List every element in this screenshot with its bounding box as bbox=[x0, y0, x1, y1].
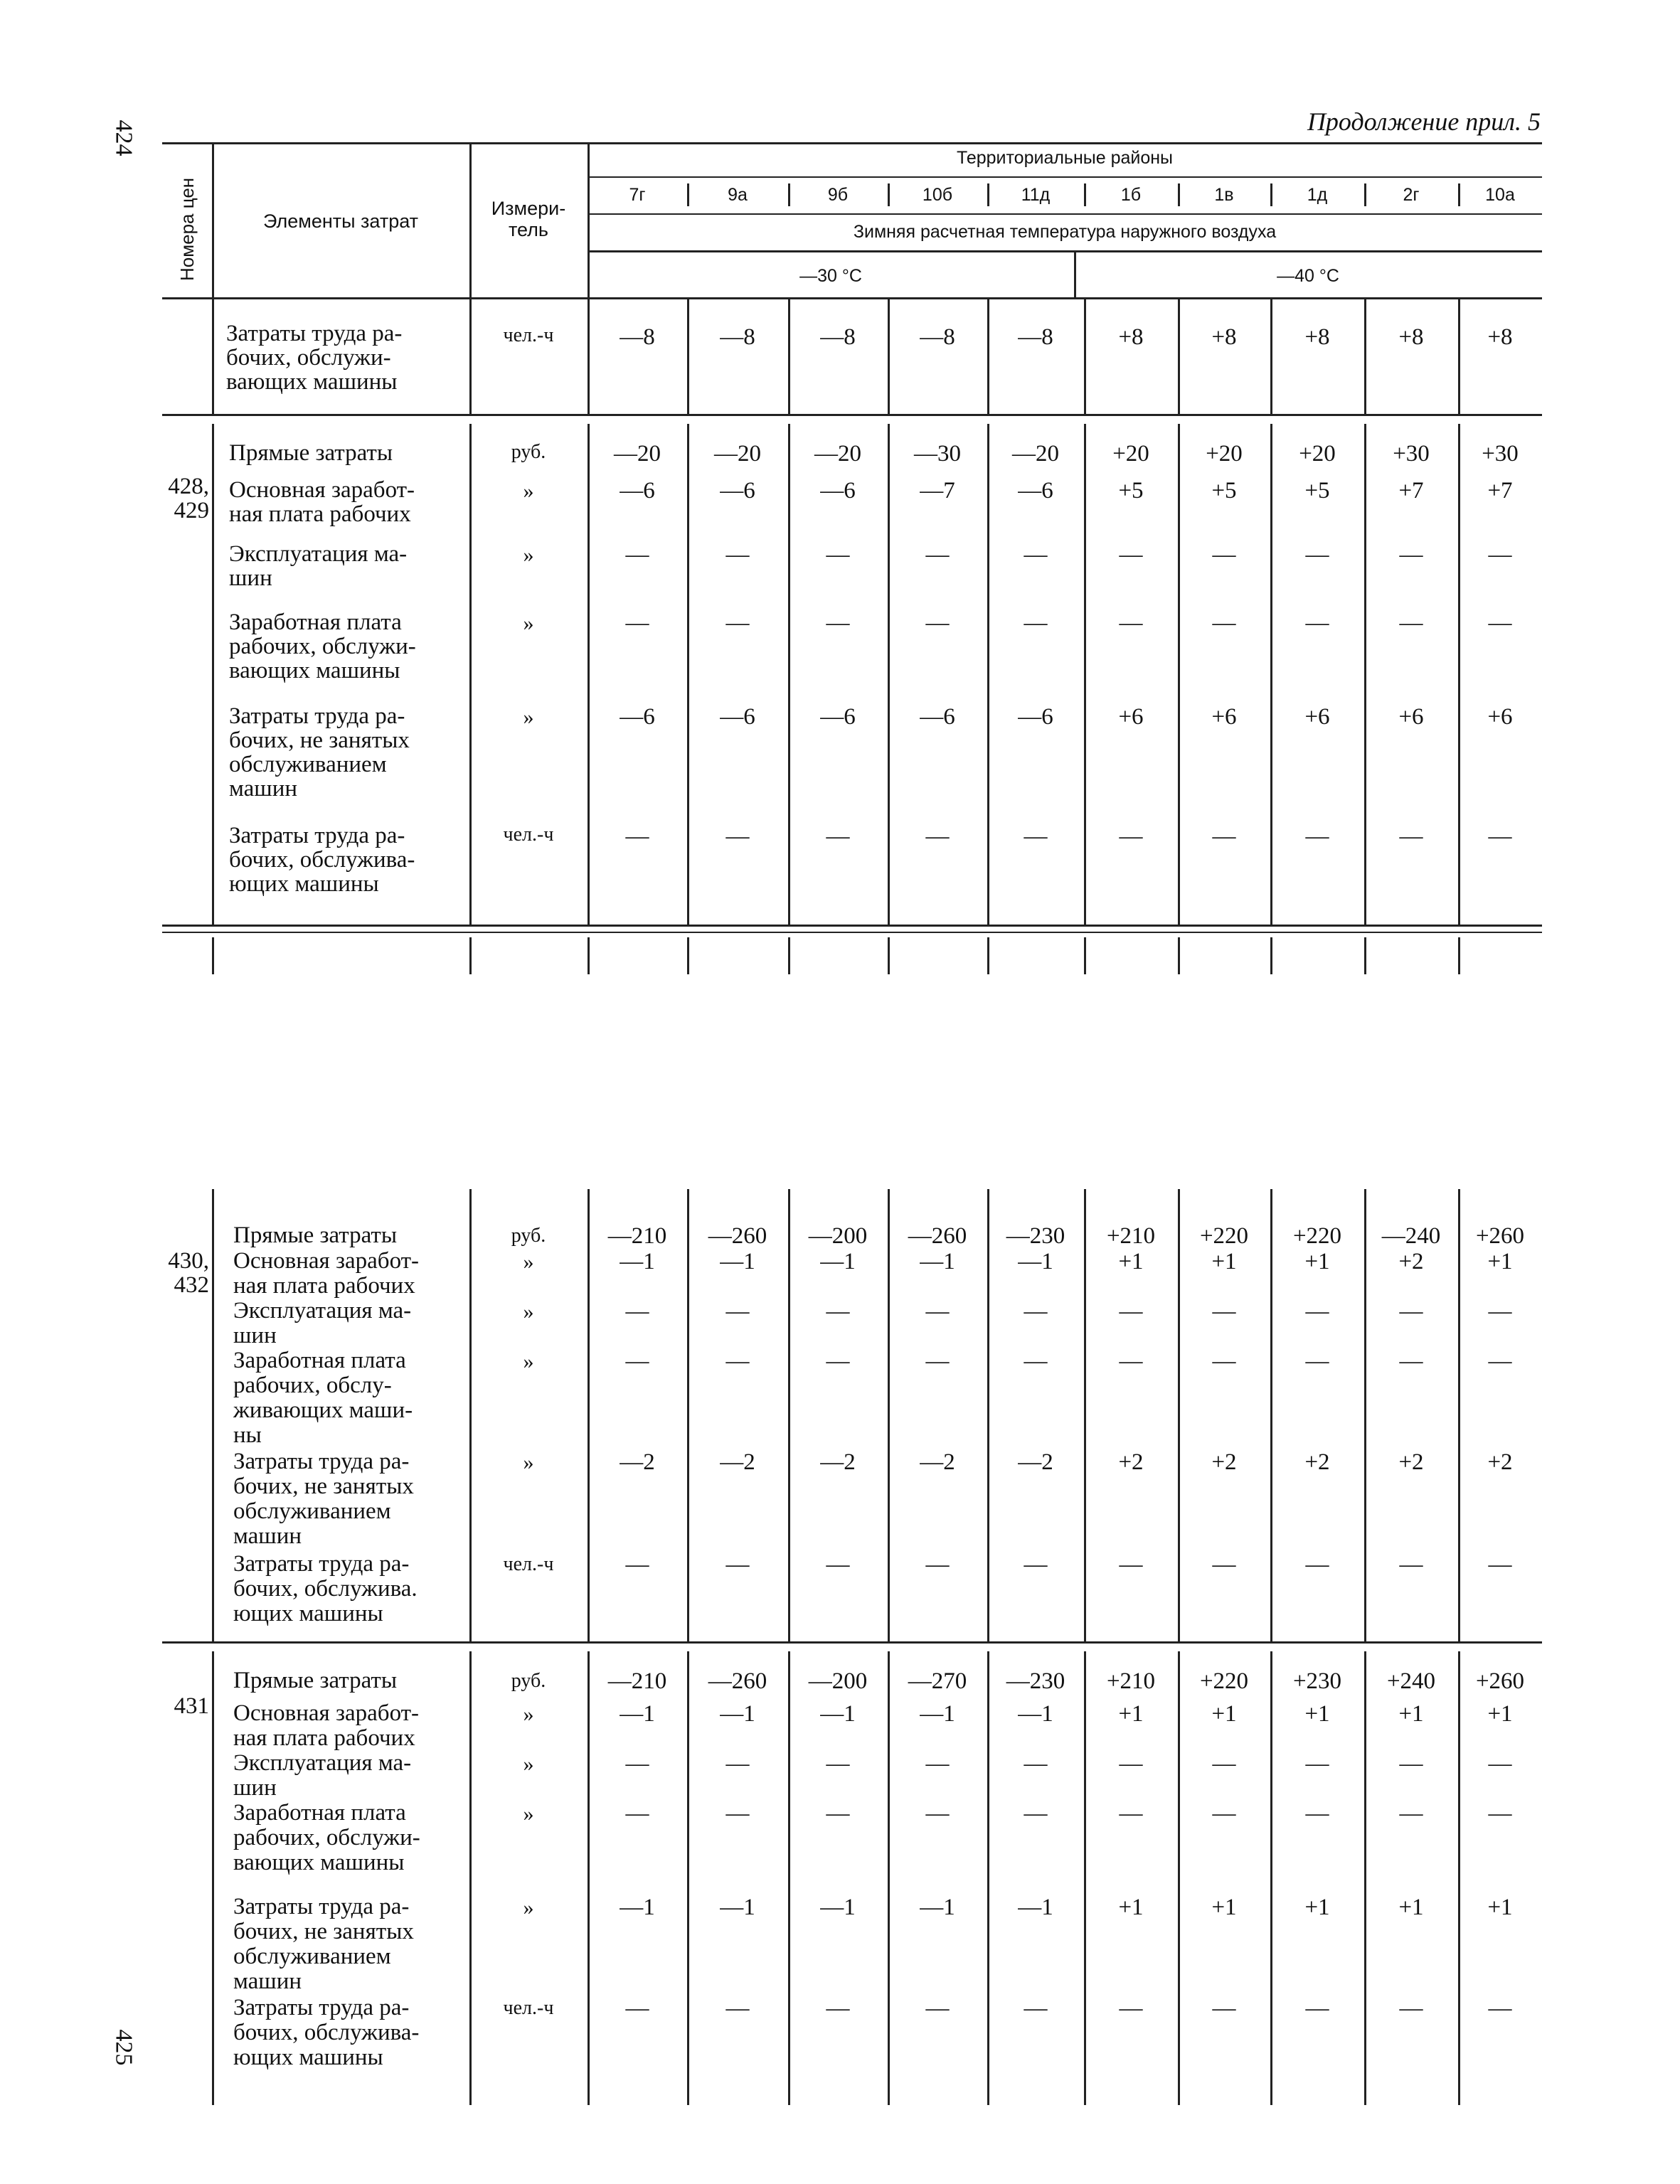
sec2-value: +210 bbox=[1106, 1223, 1156, 1249]
sec1-row-unit: чел.-ч bbox=[503, 824, 554, 846]
body-col-line bbox=[788, 297, 790, 414]
sec3-value: —1 bbox=[820, 1895, 856, 1920]
sec2-value: —1 bbox=[1018, 1249, 1053, 1274]
sec2-value: — bbox=[725, 1552, 750, 1577]
sec3-value: +1 bbox=[1118, 1701, 1144, 1727]
sec0-value: —8 bbox=[720, 324, 755, 350]
sec2-value: —2 bbox=[820, 1449, 856, 1475]
sec2-value: —230 bbox=[1006, 1223, 1065, 1249]
sec0-value: +8 bbox=[1118, 324, 1144, 350]
sec3-value: — bbox=[1024, 1801, 1048, 1826]
sec3-value: +1 bbox=[1487, 1895, 1513, 1920]
sec2-value: — bbox=[1024, 1299, 1048, 1324]
sec3-row-label: Прямые затраты bbox=[233, 1668, 398, 1693]
sec3-value: — bbox=[1119, 1996, 1143, 2021]
sec3-value: — bbox=[1119, 1801, 1143, 1826]
sec3-value: — bbox=[1212, 1751, 1236, 1777]
continuation-caption: Продолжение прил. 5 bbox=[1307, 107, 1541, 136]
sec3-value: —1 bbox=[620, 1701, 655, 1727]
sec3-row-unit: » bbox=[523, 1703, 534, 1726]
sec0-label: Затраты труда ра- бочих, обслужи- вающих машины bbox=[226, 321, 403, 395]
sec2-value: +2 bbox=[1211, 1449, 1237, 1475]
sec3-value: +1 bbox=[1398, 1895, 1424, 1920]
sec2-value: — bbox=[1305, 1348, 1329, 1374]
column-unit-header: Измери- тель bbox=[491, 198, 566, 240]
sec3-value: +1 bbox=[1304, 1895, 1330, 1920]
sec3-value: — bbox=[1212, 1801, 1236, 1826]
sec2-value: +1 bbox=[1118, 1249, 1144, 1274]
sec2-row-label: Прямые затраты bbox=[233, 1222, 398, 1248]
sec2-value: —2 bbox=[920, 1449, 955, 1475]
sec2-value: +1 bbox=[1304, 1249, 1330, 1274]
sec2-value: — bbox=[625, 1348, 649, 1374]
sec1-value: —6 bbox=[720, 704, 755, 730]
sec3-value: — bbox=[925, 1751, 950, 1777]
sec1-value: — bbox=[725, 824, 750, 849]
sec0-value: +8 bbox=[1487, 324, 1513, 350]
sec1-value: — bbox=[1212, 610, 1236, 636]
region-divider bbox=[1458, 183, 1460, 206]
sec1-row-label: Основная заработ- ная плата рабочих bbox=[229, 477, 415, 527]
sec1-row-label: Затраты труда ра- бочих, не занятых обслуживанием машин bbox=[229, 703, 410, 801]
sec1-value: +6 bbox=[1211, 704, 1237, 730]
sec1-value: — bbox=[826, 542, 850, 568]
stub-col-line bbox=[1270, 937, 1272, 974]
sec3-value: +240 bbox=[1386, 1668, 1436, 1694]
page-number-left: 424 bbox=[110, 119, 137, 156]
sec1-value: — bbox=[826, 610, 850, 636]
sec3-value: +220 bbox=[1199, 1668, 1249, 1694]
sec1-row-label: Эксплуатация ма- шин bbox=[229, 541, 408, 591]
sec2-value: — bbox=[725, 1348, 750, 1374]
sec2-value: +1 bbox=[1211, 1249, 1237, 1274]
region-divider bbox=[1084, 183, 1086, 206]
sec1-value: — bbox=[1305, 542, 1329, 568]
sec2-value: —1 bbox=[620, 1249, 655, 1274]
sec2-value: — bbox=[1488, 1299, 1512, 1324]
sec2-value: — bbox=[625, 1299, 649, 1324]
sec3-value: — bbox=[925, 1996, 950, 2021]
sec1-value: +7 bbox=[1487, 478, 1513, 504]
sec2-row-unit: » bbox=[523, 1250, 534, 1274]
body-col-line bbox=[212, 1189, 214, 1641]
sec2-value: —200 bbox=[808, 1223, 868, 1249]
sec3-row-unit: » bbox=[523, 1752, 534, 1776]
sec1-value: +20 bbox=[1299, 441, 1336, 467]
sec0-value: —8 bbox=[1018, 324, 1053, 350]
sec1-value: +30 bbox=[1482, 441, 1519, 467]
sec0-value: +8 bbox=[1211, 324, 1237, 350]
sec2-row-label: Заработная плата рабочих, обслу- живающих маши- ны bbox=[233, 1348, 413, 1448]
sec1-value: —6 bbox=[620, 704, 655, 730]
sec3-row-label: Заработная плата рабочих, обслужи- вающих машины bbox=[233, 1800, 420, 1875]
sec3-value: — bbox=[1305, 1996, 1329, 2021]
sec3-value: — bbox=[725, 1996, 750, 2021]
sec1-value: +6 bbox=[1118, 704, 1144, 730]
temp-divider bbox=[1074, 250, 1076, 297]
region-code-8: 2г bbox=[1403, 185, 1420, 205]
sec3-value: — bbox=[1488, 1751, 1512, 1777]
sec3-value: —200 bbox=[808, 1668, 868, 1694]
sec3-value: — bbox=[826, 1801, 850, 1826]
sec3-value: — bbox=[826, 1751, 850, 1777]
sec1-value: — bbox=[1399, 824, 1423, 849]
sec2-row-unit: » bbox=[523, 1451, 534, 1474]
sec3-price-number: 431 bbox=[174, 1693, 209, 1719]
sec3-value: +1 bbox=[1487, 1701, 1513, 1727]
sec1-value: —6 bbox=[920, 704, 955, 730]
sec2-value: +1 bbox=[1487, 1249, 1513, 1274]
sec2-value: — bbox=[1399, 1299, 1423, 1324]
sec3-value: — bbox=[826, 1996, 850, 2021]
sec2-value: — bbox=[725, 1299, 750, 1324]
sec2-value: — bbox=[625, 1552, 649, 1577]
sec2-row-label: Затраты труда ра- бочих, обслужива. ющих машины bbox=[233, 1551, 418, 1626]
sec3-value: +1 bbox=[1211, 1895, 1237, 1920]
body-col-line bbox=[1458, 297, 1460, 414]
sec2-value: — bbox=[826, 1552, 850, 1577]
body-col-line bbox=[212, 1651, 214, 2105]
sec1-value: — bbox=[625, 542, 649, 568]
sec3-value: —1 bbox=[720, 1701, 755, 1727]
sec2-value: —1 bbox=[720, 1249, 755, 1274]
sec1-row-label: Затраты труда ра- бочих, обслужива- ющих машины bbox=[229, 823, 415, 897]
sec3-value: — bbox=[1305, 1751, 1329, 1777]
sec3-value: — bbox=[625, 1801, 649, 1826]
sec1-value: — bbox=[1488, 542, 1512, 568]
regions-title: Территориальные районы bbox=[956, 148, 1174, 168]
sec1-value: — bbox=[1399, 542, 1423, 568]
sec0-value: —8 bbox=[920, 324, 955, 350]
stub-col-line bbox=[588, 937, 590, 974]
sec1-value: — bbox=[625, 824, 649, 849]
temp-group-40: —40 °С bbox=[1277, 266, 1339, 286]
sec2-value: +2 bbox=[1398, 1449, 1424, 1475]
section-rule bbox=[162, 932, 1542, 933]
body-col-line bbox=[687, 297, 689, 414]
sec2-value: — bbox=[1024, 1348, 1048, 1374]
sec1-value: +6 bbox=[1487, 704, 1513, 730]
sec3-value: —210 bbox=[607, 1668, 667, 1694]
sec3-value: —1 bbox=[1018, 1895, 1053, 1920]
body-col-line bbox=[987, 297, 989, 414]
region-code-4: 11д bbox=[1021, 185, 1051, 205]
section-rule bbox=[162, 414, 1542, 416]
sec1-value: — bbox=[1305, 824, 1329, 849]
body-col-line bbox=[588, 297, 590, 414]
sec1-value: — bbox=[1119, 542, 1143, 568]
body-col-line bbox=[888, 297, 890, 414]
sec3-value: —1 bbox=[920, 1895, 955, 1920]
sec3-row-label: Основная заработ- ная плата рабочих bbox=[233, 1700, 420, 1751]
sec3-value: — bbox=[625, 1996, 649, 2021]
sec2-value: —2 bbox=[620, 1449, 655, 1475]
sec1-value: +20 bbox=[1206, 441, 1243, 467]
sec3-value: +1 bbox=[1211, 1701, 1237, 1727]
sec1-value: —7 bbox=[920, 478, 955, 504]
sec1-value: — bbox=[1212, 542, 1236, 568]
sec1-row-label: Заработная плата рабочих, обслужи- вающих машины bbox=[229, 609, 416, 683]
sec1-value: +7 bbox=[1398, 478, 1424, 504]
sec1-value: — bbox=[925, 610, 950, 636]
sec2-row-unit: » bbox=[523, 1350, 534, 1373]
sec3-value: —260 bbox=[708, 1668, 767, 1694]
sec1-value: +30 bbox=[1393, 441, 1430, 467]
sec1-value: —6 bbox=[620, 478, 655, 504]
sec2-value: —1 bbox=[820, 1249, 856, 1274]
sec1-value: —6 bbox=[820, 478, 856, 504]
sec2-value: — bbox=[1488, 1348, 1512, 1374]
sec0-value: +8 bbox=[1398, 324, 1424, 350]
sec1-value: — bbox=[725, 542, 750, 568]
region-code-0: 7г bbox=[629, 185, 646, 205]
region-divider bbox=[987, 183, 989, 206]
sec1-value: —30 bbox=[914, 441, 961, 467]
sec1-value: +5 bbox=[1211, 478, 1237, 504]
region-code-6: 1в bbox=[1214, 185, 1234, 205]
sec2-value: — bbox=[1119, 1348, 1143, 1374]
sec2-value: — bbox=[1488, 1552, 1512, 1577]
sec1-value: — bbox=[1024, 542, 1048, 568]
sec1-value: —20 bbox=[714, 441, 761, 467]
region-divider bbox=[1178, 183, 1180, 206]
body-col-line bbox=[1084, 297, 1086, 414]
sec3-value: —270 bbox=[908, 1668, 967, 1694]
sec3-row-unit: руб. bbox=[511, 1670, 546, 1692]
sec3-value: —1 bbox=[920, 1701, 955, 1727]
sec3-value: +1 bbox=[1304, 1701, 1330, 1727]
region-code-7: 1д bbox=[1307, 185, 1328, 205]
body-col-line bbox=[1270, 297, 1272, 414]
sec2-value: — bbox=[1212, 1299, 1236, 1324]
sec2-price-number: 430, 432 bbox=[168, 1248, 209, 1298]
column-elements-header: Элементы затрат bbox=[262, 211, 419, 232]
stub-col-line bbox=[212, 937, 214, 974]
sec1-value: +6 bbox=[1398, 704, 1424, 730]
sec2-value: +2 bbox=[1304, 1449, 1330, 1475]
sec3-value: — bbox=[1305, 1801, 1329, 1826]
sec0-value: +8 bbox=[1304, 324, 1330, 350]
region-code-2: 9б bbox=[827, 185, 849, 205]
sec2-value: — bbox=[1305, 1299, 1329, 1324]
stub-col-line bbox=[1178, 937, 1180, 974]
sec1-value: — bbox=[1488, 824, 1512, 849]
page-number-right: 425 bbox=[110, 2029, 137, 2066]
sec1-value: — bbox=[1488, 610, 1512, 636]
column-number-header: Номера цен bbox=[176, 177, 198, 281]
sec1-value: +6 bbox=[1304, 704, 1330, 730]
sec2-row-label: Основная заработ- ная плата рабочих bbox=[233, 1248, 420, 1299]
header-top-rule bbox=[162, 142, 1542, 144]
sec1-value: — bbox=[925, 542, 950, 568]
sec2-value: —260 bbox=[708, 1223, 767, 1249]
stub-col-line bbox=[687, 937, 689, 974]
sec2-value: — bbox=[1305, 1552, 1329, 1577]
sec2-value: +220 bbox=[1199, 1223, 1249, 1249]
sec3-value: —1 bbox=[820, 1701, 856, 1727]
sec2-value: — bbox=[1212, 1552, 1236, 1577]
sec2-row-unit: руб. bbox=[511, 1225, 546, 1247]
stub-col-line bbox=[1084, 937, 1086, 974]
sec2-value: —2 bbox=[1018, 1449, 1053, 1475]
temp-group-30: —30 °С bbox=[799, 266, 862, 286]
sec1-value: — bbox=[1212, 824, 1236, 849]
sec2-row-label: Затраты труда ра- бочих, не занятых обслуживанием машин bbox=[233, 1449, 414, 1549]
region-divider bbox=[788, 183, 790, 206]
sec3-value: — bbox=[1399, 1751, 1423, 1777]
sec1-price-number: 428, 429 bbox=[168, 474, 209, 523]
region-code-1: 9а bbox=[728, 185, 748, 205]
sec3-row-unit: чел.-ч bbox=[503, 1997, 554, 2019]
region-divider bbox=[687, 183, 689, 206]
sec1-value: — bbox=[826, 824, 850, 849]
sec1-value: — bbox=[725, 610, 750, 636]
sec3-value: +260 bbox=[1475, 1668, 1525, 1694]
sec0-value: —8 bbox=[620, 324, 655, 350]
sec2-value: — bbox=[1119, 1552, 1143, 1577]
sec2-value: +2 bbox=[1118, 1449, 1144, 1475]
sec2-row-unit: » bbox=[523, 1300, 534, 1323]
sec3-value: —230 bbox=[1006, 1668, 1065, 1694]
sec3-value: — bbox=[1488, 1996, 1512, 2021]
sec3-value: — bbox=[1488, 1801, 1512, 1826]
sec2-value: —260 bbox=[908, 1223, 967, 1249]
sec3-value: +1 bbox=[1398, 1701, 1424, 1727]
body-col-line bbox=[1364, 297, 1366, 414]
sec0-value: —8 bbox=[820, 324, 856, 350]
sec3-row-label: Эксплуатация ма- шин bbox=[233, 1750, 412, 1801]
sec1-row-label: Прямые затраты bbox=[229, 440, 393, 466]
sec1-value: —6 bbox=[1018, 704, 1053, 730]
stub-col-line bbox=[788, 937, 790, 974]
sec3-value: +230 bbox=[1292, 1668, 1342, 1694]
temperature-title: Зимняя расчетная температура наружного воздуха bbox=[853, 222, 1277, 242]
sec2-value: +220 bbox=[1292, 1223, 1342, 1249]
sec3-row-label: Затраты труда ра- бочих, обслужива- ющих машины bbox=[233, 1995, 420, 2070]
sec2-value: — bbox=[925, 1552, 950, 1577]
body-col-line bbox=[1178, 297, 1180, 414]
sec2-value: — bbox=[826, 1348, 850, 1374]
sec1-row-unit: » bbox=[523, 612, 534, 635]
sec2-value: — bbox=[1024, 1552, 1048, 1577]
sec3-row-unit: » bbox=[523, 1896, 534, 1919]
sec1-value: — bbox=[625, 610, 649, 636]
sec3-value: — bbox=[1119, 1751, 1143, 1777]
sec2-value: —1 bbox=[920, 1249, 955, 1274]
sec2-value: — bbox=[1399, 1348, 1423, 1374]
sec3-value: — bbox=[1024, 1751, 1048, 1777]
stub-col-line bbox=[1458, 937, 1460, 974]
sec1-value: +5 bbox=[1304, 478, 1330, 504]
sec1-value: — bbox=[1119, 610, 1143, 636]
sec3-value: — bbox=[1024, 1996, 1048, 2021]
sec1-value: —20 bbox=[814, 441, 861, 467]
sec1-value: — bbox=[1305, 610, 1329, 636]
sec2-row-unit: чел.-ч bbox=[503, 1553, 554, 1575]
sec3-value: —1 bbox=[1018, 1701, 1053, 1727]
sec2-value: — bbox=[1399, 1552, 1423, 1577]
body-col-line bbox=[469, 297, 472, 414]
sec3-row-label: Затраты труда ра- бочих, не занятых обслуживанием машин bbox=[233, 1894, 414, 1994]
sec1-value: — bbox=[1399, 610, 1423, 636]
region-code-9: 10а bbox=[1485, 185, 1515, 205]
sec2-value: —210 bbox=[607, 1223, 667, 1249]
header-rule bbox=[588, 250, 1542, 252]
sec1-row-unit: » bbox=[523, 543, 534, 567]
region-divider bbox=[1270, 183, 1272, 206]
sec3-value: — bbox=[625, 1751, 649, 1777]
stub-col-line bbox=[888, 937, 890, 974]
sec2-value: — bbox=[826, 1299, 850, 1324]
sec3-value: — bbox=[725, 1751, 750, 1777]
sec1-value: — bbox=[1024, 824, 1048, 849]
sec1-value: —6 bbox=[1018, 478, 1053, 504]
header-rule bbox=[588, 213, 1542, 215]
sec1-value: +20 bbox=[1112, 441, 1149, 467]
sec2-row-label: Эксплуатация ма- шин bbox=[233, 1298, 412, 1348]
header-rule bbox=[588, 176, 1542, 178]
region-divider bbox=[1364, 183, 1366, 206]
sec2-value: — bbox=[1212, 1348, 1236, 1374]
sec3-value: +1 bbox=[1118, 1895, 1144, 1920]
sec2-value: — bbox=[925, 1348, 950, 1374]
sec2-value: — bbox=[1119, 1299, 1143, 1324]
sec2-value: +2 bbox=[1487, 1449, 1513, 1475]
sec2-value: — bbox=[925, 1299, 950, 1324]
sec2-value: +260 bbox=[1475, 1223, 1525, 1249]
sec1-value: —20 bbox=[1012, 441, 1059, 467]
stub-col-line bbox=[987, 937, 989, 974]
region-divider bbox=[888, 183, 890, 206]
body-col-line bbox=[212, 424, 214, 925]
body-col-line bbox=[212, 297, 214, 414]
sec3-value: — bbox=[1399, 1996, 1423, 2021]
sec3-row-unit: » bbox=[523, 1802, 534, 1826]
sec3-value: — bbox=[925, 1801, 950, 1826]
section-rule bbox=[162, 925, 1542, 927]
sec3-value: — bbox=[725, 1801, 750, 1826]
sec1-row-unit: » bbox=[523, 479, 534, 503]
sec3-value: —1 bbox=[720, 1895, 755, 1920]
sec3-value: +210 bbox=[1106, 1668, 1156, 1694]
header-bottom-rule bbox=[162, 297, 1542, 299]
sec1-value: —6 bbox=[820, 704, 856, 730]
sec1-value: —20 bbox=[614, 441, 661, 467]
sec1-row-unit: » bbox=[523, 705, 534, 729]
sec2-value: +2 bbox=[1398, 1249, 1424, 1274]
sec1-value: +5 bbox=[1118, 478, 1144, 504]
sec3-value: — bbox=[1212, 1996, 1236, 2021]
sec1-value: — bbox=[1119, 824, 1143, 849]
sec1-value: — bbox=[1024, 610, 1048, 636]
sec3-value: —1 bbox=[620, 1895, 655, 1920]
sec1-value: —6 bbox=[720, 478, 755, 504]
section-rule bbox=[162, 1641, 1542, 1644]
sec2-value: —240 bbox=[1381, 1223, 1441, 1249]
stub-col-line bbox=[1364, 937, 1366, 974]
stub-col-line bbox=[469, 937, 472, 974]
sec1-value: — bbox=[925, 824, 950, 849]
region-code-3: 10б bbox=[922, 185, 953, 205]
sec3-value: — bbox=[1399, 1801, 1423, 1826]
sec0-unit: чел.-ч bbox=[503, 324, 554, 346]
sec2-value: —2 bbox=[720, 1449, 755, 1475]
region-code-5: 1б bbox=[1120, 185, 1142, 205]
sec1-row-unit: руб. bbox=[511, 441, 546, 463]
